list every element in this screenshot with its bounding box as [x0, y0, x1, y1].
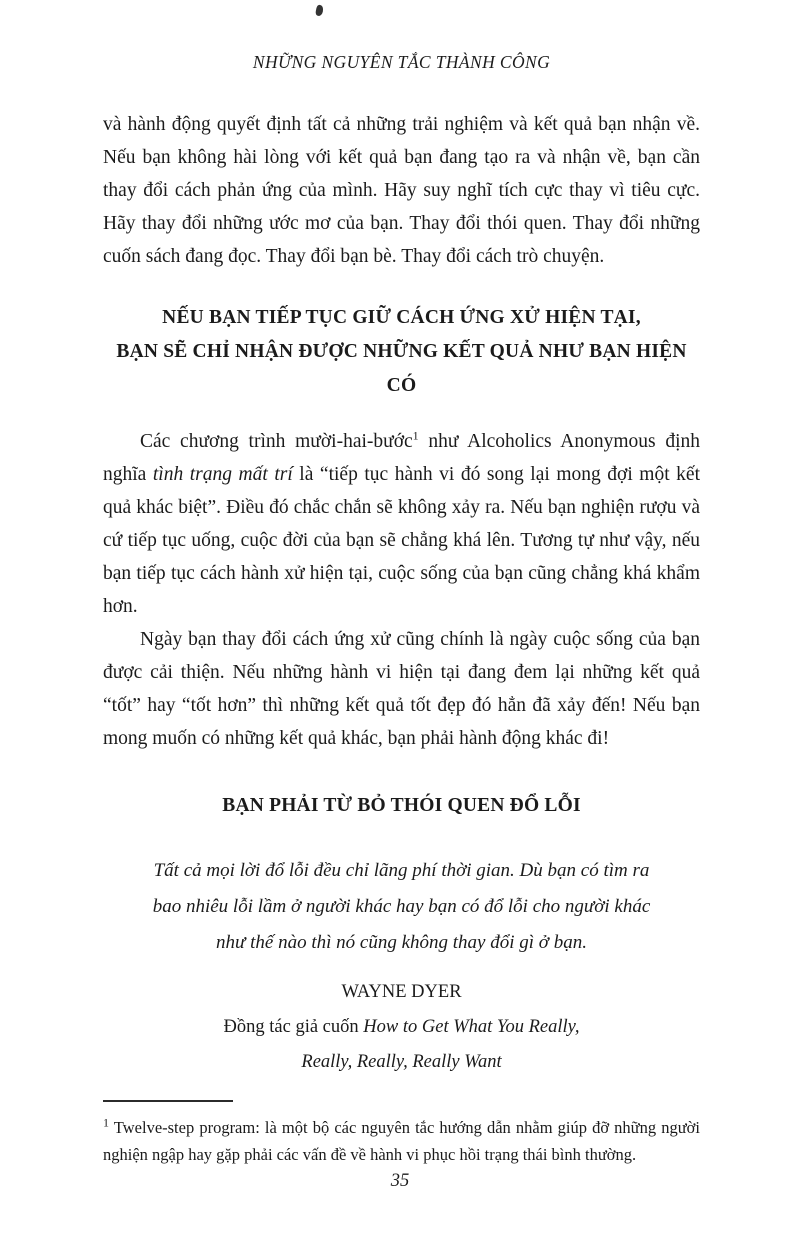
text-run: Đồng tác giả cuốn	[223, 1017, 364, 1037]
heading-line: BẠN SẼ CHỈ NHẬN ĐƯỢC NHỮNG KẾT QUẢ NHƯ BẠN HIỆN CÓ	[116, 341, 687, 396]
quote-line: bao nhiêu lỗi lầm ở người khác hay bạn có đổ lỗi cho người khác	[152, 896, 651, 917]
text-run: là “tiếp tục hành vi đó song lại mong đợi một kết quả khác biệt”. Điều đó chắc chắn sẽ không xảy ra. Nếu bạn nghiện rượu và cứ tiếp tục uống, cuộc đời của bạn sẽ chẳng khá lên. Tương tự như vậy, nếu bạn tiếp tục cách hành xử hiện tại, cuộc sống của bạn cũng chẳng khá khẩm hơn.	[103, 464, 700, 617]
text-run: Các chương trình mười-hai-bước	[140, 431, 413, 452]
scan-artifact	[315, 4, 324, 16]
text-run: như Alcoholics Anonymous định nghĩa	[103, 431, 700, 485]
section-heading-behavior	[103, 301, 700, 403]
footnote-separator	[103, 1100, 233, 1102]
book-title-continued: Really, Really, Really Want	[301, 1052, 502, 1072]
paragraph-change-behavior	[103, 623, 700, 755]
text-run: Ngày bạn thay đổi cách ứng xử cũng chính là ngày cuộc sống của bạn được cải thiện. Nếu những hành vi hiện tại đang đem lại những kết quả “tốt” hay “tốt hơn” thì những kết quả tốt đẹp đó hẳn đã xảy đến! Nếu bạn mong muốn có những kết quả khác, bạn phải hành động khác đi!	[103, 629, 700, 749]
section-heading-blame: BẠN PHẢI TỪ BỎ THÓI QUEN ĐỔ LỖI	[222, 795, 581, 816]
author-role-line	[103, 1010, 700, 1045]
paragraph-twelve-step	[103, 425, 700, 623]
footnote-number: 1	[103, 1115, 109, 1130]
footnote-ref-marker: 1	[412, 428, 419, 443]
footnote-text	[103, 1114, 700, 1168]
text-run: và hành động quyết định tất cả những trải nghiệm và kết quả bạn nhận về. Nếu bạn không hài lòng với kết quả bạn đang tạo ra và nhận về, bạn cần thay đổi cách phản ứng của mình. Hãy suy nghĩ tích cực thay vì tiêu cực. Hãy thay đổi những ước mơ của bạn. Thay đổi thói quen. Thay đổi những cuốn sách đang đọc. Thay đổi bạn bè. Thay đổi cách trò chuyện.	[103, 114, 700, 267]
quote-attribution	[103, 975, 700, 1080]
running-header: NHỮNG NGUYÊN TẮC THÀNH CÔNG	[252, 52, 551, 72]
text-run: Twelve-step program: là một bộ các nguyên tắc hướng dẫn nhằm giúp đỡ những người nghiện ngập hay gặp phải các vấn đề về hành vi phục hồi trạng thái bình thường.	[103, 1118, 700, 1164]
paragraph-continuation	[103, 108, 700, 273]
page-number: 35	[390, 1171, 410, 1191]
quote-line: như thế nào thì nó cũng không thay đổi gì ở bạn.	[216, 932, 587, 953]
italic-term: tình trạng mất trí	[152, 464, 293, 485]
heading-line: NẾU BẠN TIẾP TỤC GIỮ CÁCH ỨNG XỬ HIỆN TẠI,	[162, 307, 641, 328]
quote-author: WAYNE DYER	[341, 982, 462, 1002]
quote-line: Tất cả mọi lời đổ lỗi đều chỉ lãng phí thời gian. Dù bạn có tìm ra	[153, 860, 650, 881]
pull-quote	[103, 853, 700, 961]
book-title: How to Get What You Really,	[363, 1017, 580, 1037]
